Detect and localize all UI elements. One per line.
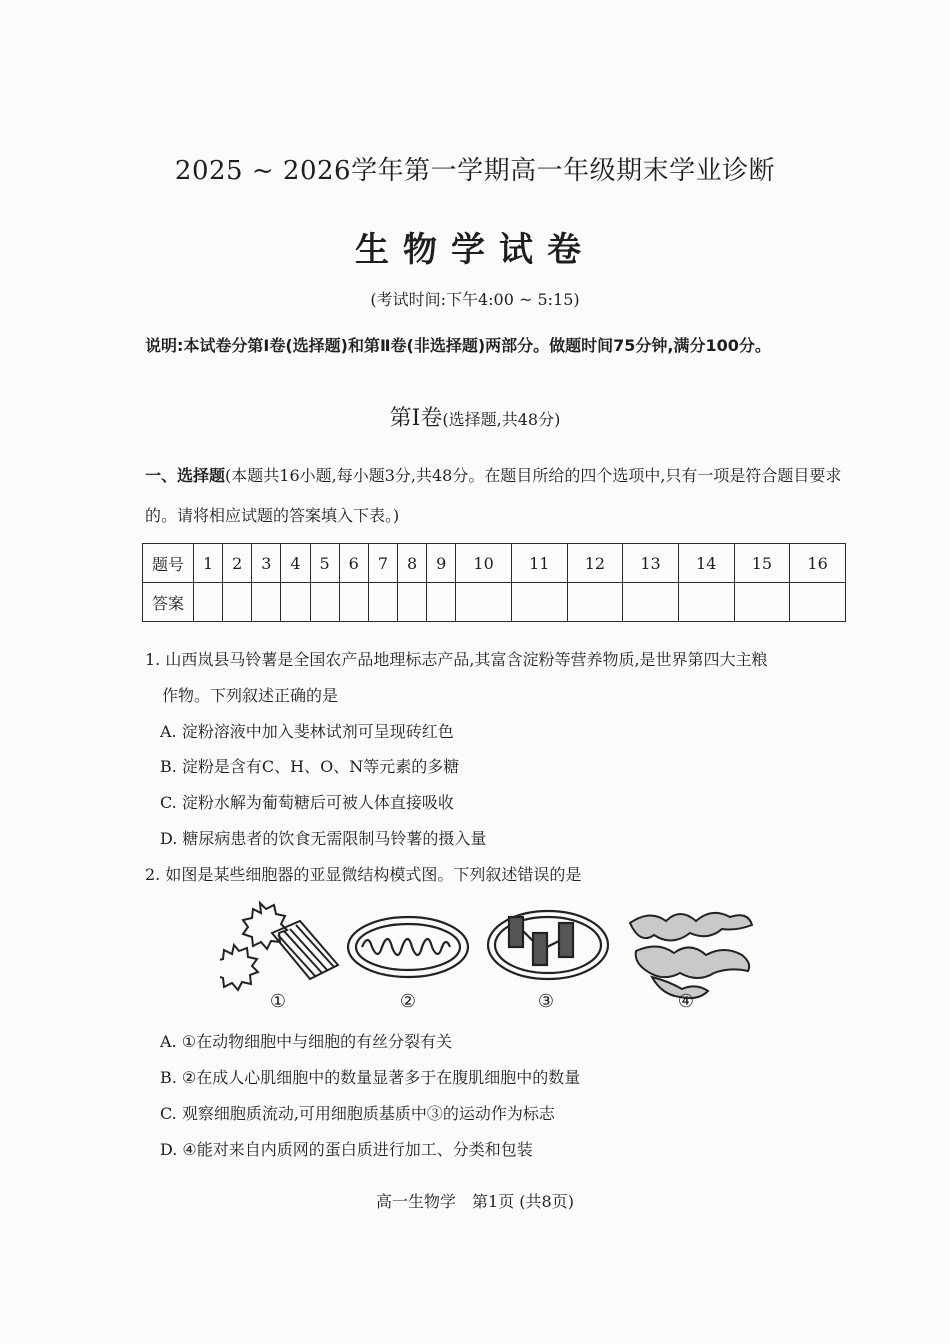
- figure-label-4: ④: [677, 991, 695, 1012]
- answer-cell[interactable]: [623, 583, 679, 622]
- chloroplast-drawing: [488, 911, 608, 979]
- question-number-cell: 14: [678, 544, 734, 583]
- answer-cell[interactable]: [790, 583, 846, 622]
- answer-cell[interactable]: [339, 583, 368, 622]
- part-instructions: [145, 456, 855, 536]
- q2-option-a: A. ①在动物细胞中与细胞的有丝分裂有关: [160, 1032, 453, 1051]
- answer-cell[interactable]: [194, 583, 223, 622]
- q2-option-c: C. 观察细胞质流动,可用细胞质基质中③的运动作为标志: [160, 1104, 555, 1123]
- table-header-cell: 题号: [143, 544, 194, 583]
- exam-time: (考试时间:下午4:00 ~ 5:15): [370, 290, 580, 309]
- mitochondrion-drawing: [348, 917, 468, 977]
- q2-option-b: B. ②在成人心肌细胞中的数量显著多于在腹肌细胞中的数量: [160, 1068, 581, 1087]
- q2-option-d: D. ④能对来自内质网的蛋白质进行加工、分类和包装: [160, 1140, 533, 1159]
- question-number-cell: 15: [734, 544, 790, 583]
- golgi-drawing: [630, 913, 752, 998]
- question-number-cell: 10: [456, 544, 512, 583]
- question-number-cell: 13: [623, 544, 679, 583]
- question-number-cell: 6: [339, 544, 368, 583]
- q1-option-c: C. 淀粉水解为葡萄糖后可被人体直接吸收: [160, 793, 454, 812]
- page-footer: 高一生物学 第1页 (共8页): [376, 1192, 574, 1211]
- table-header-cell: 答案: [143, 583, 194, 622]
- answer-cell[interactable]: [427, 583, 456, 622]
- answer-cell[interactable]: [678, 583, 734, 622]
- part-text: (本题共16小题,每小题3分,共48分。在题目所给的四个选项中,只有一项是符合题目要求的。请将相应试题的答案填入下表。): [145, 466, 842, 525]
- answer-cell[interactable]: [223, 583, 252, 622]
- centriole-drawing: [220, 903, 338, 990]
- answer-cell[interactable]: [252, 583, 281, 622]
- q1-option-a: A. 淀粉溶液中加入斐林试剂可呈现砖红色: [160, 722, 454, 741]
- answer-cell[interactable]: [281, 583, 310, 622]
- answer-table: [142, 543, 846, 622]
- answer-cell[interactable]: [397, 583, 426, 622]
- exam-note: 说明:本试卷分第Ⅰ卷(选择题)和第Ⅱ卷(非选择题)两部分。做题时间75分钟,满分100分。: [145, 336, 771, 355]
- question-number-cell: 4: [281, 544, 310, 583]
- figure-label-1: ①: [269, 991, 287, 1012]
- question-number-cell: 7: [368, 544, 397, 583]
- answer-cell[interactable]: [511, 583, 567, 622]
- part-label: 一、选择题: [145, 466, 226, 485]
- q1-option-d: D. 糖尿病患者的饮食无需限制马铃薯的摄入量: [160, 829, 487, 848]
- section-heading-main: 第Ⅰ卷: [389, 406, 443, 431]
- figure-label-3: ③: [537, 991, 555, 1012]
- answer-cell[interactable]: [567, 583, 623, 622]
- answer-cell[interactable]: [368, 583, 397, 622]
- q2-stem: 2. 如图是某些细胞器的亚显微结构模式图。下列叙述错误的是: [145, 865, 582, 884]
- answer-cell[interactable]: [456, 583, 512, 622]
- q1-stem-line2: 作物。下列叙述正确的是: [162, 686, 339, 705]
- answer-cell[interactable]: [310, 583, 339, 622]
- question-number-cell: 8: [397, 544, 426, 583]
- exam-title: 2025 ~ 2026学年第一学期高一年级期末学业诊断: [174, 156, 776, 186]
- q1-option-b: B. 淀粉是含有C、H、O、N等元素的多糖: [160, 757, 460, 776]
- section-heading: [0, 401, 950, 432]
- answer-cell[interactable]: [734, 583, 790, 622]
- question-number-cell: 12: [567, 544, 623, 583]
- answer-table-number-row: [143, 544, 846, 583]
- organelle-figure: [220, 895, 780, 1015]
- question-number-cell: 1: [194, 544, 223, 583]
- question-number-cell: 5: [310, 544, 339, 583]
- q1-stem-line1: 1. 山西岚县马铃薯是全国农产品地理标志产品,其富含淀粉等营养物质,是世界第四大主粮: [145, 650, 768, 669]
- question-number-cell: 9: [427, 544, 456, 583]
- question-number-cell: 11: [511, 544, 567, 583]
- subject-title: 生物学试卷: [355, 230, 595, 270]
- question-number-cell: 16: [790, 544, 846, 583]
- figure-label-2: ②: [399, 991, 417, 1012]
- question-number-cell: 2: [223, 544, 252, 583]
- question-number-cell: 3: [252, 544, 281, 583]
- section-heading-sub: (选择题,共48分): [442, 410, 561, 429]
- answer-table-answer-row: [143, 583, 846, 622]
